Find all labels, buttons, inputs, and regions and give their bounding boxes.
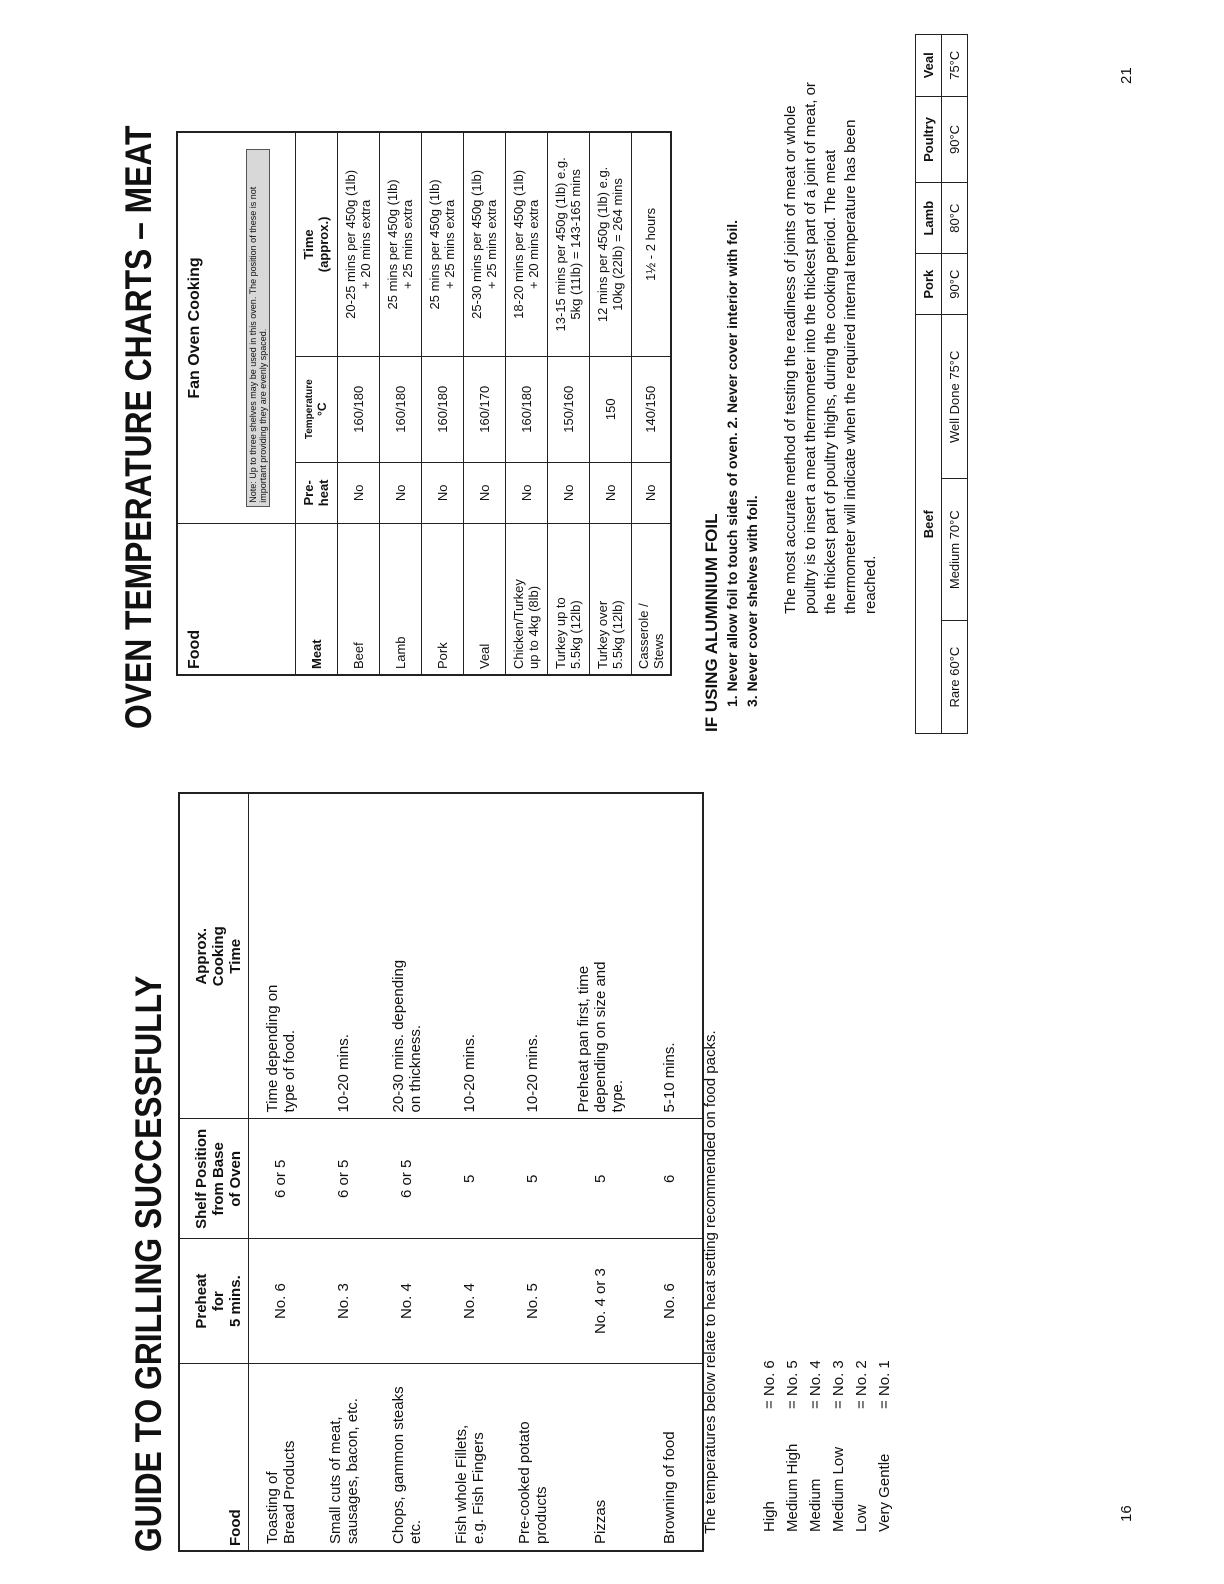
temp-header-beef: Beef bbox=[916, 315, 942, 734]
foil-line: 1. Never allow foil to touch sides of oven. 2. Never cover interior with foil. bbox=[724, 220, 740, 707]
meat-row bbox=[421, 132, 463, 675]
foil-heading: IF USING ALUMINIUM FOIL bbox=[702, 513, 721, 732]
meat-preheat-cell: No bbox=[337, 462, 379, 523]
grill-row bbox=[438, 793, 501, 1551]
grill-header-food: Food bbox=[179, 1363, 249, 1551]
foil-line: 3. Never cover shelves with foil. bbox=[744, 495, 760, 707]
meat-time-cell: 25-30 mins per 450g (1lb) + 25 mins extra bbox=[463, 132, 505, 356]
paragraph-line: reached. bbox=[862, 555, 879, 614]
grill-time-cell: 10-20 mins. bbox=[438, 793, 501, 1119]
fan-oven-title: Fan Oven Cooking bbox=[186, 257, 203, 399]
meat-col-meat: Meat bbox=[295, 524, 337, 676]
meat-temp-cell: 150 bbox=[589, 356, 631, 462]
meat-cell: Veal bbox=[463, 524, 505, 676]
grill-row bbox=[636, 793, 703, 1551]
meat-cell: Turkey up to 5.5kg (12lb) bbox=[547, 524, 589, 676]
meat-time-cell: 20-25 mins per 450g (1lb) + 20 mins extra bbox=[337, 132, 379, 356]
meat-row bbox=[337, 132, 379, 675]
grill-food-cell: Toasting of Bread Products bbox=[249, 1363, 313, 1551]
temp-value: 80°C bbox=[942, 183, 968, 254]
internal-temperature-table bbox=[915, 34, 968, 734]
temp-header-poultry: Poultry bbox=[916, 96, 942, 183]
thermometer-paragraph bbox=[781, 82, 881, 614]
grill-preheat-cell: No. 6 bbox=[249, 1239, 313, 1364]
meat-time-cell: 12 mins per 450g (1lb) e.g. 10kg (22lb) = 264 mins bbox=[589, 132, 631, 356]
grill-shelf-cell: 6 or 5 bbox=[312, 1119, 375, 1239]
paragraph-line: poultry is to insert a meat thermometer into the thickest part of a joint of meat, or bbox=[802, 82, 819, 614]
temp-value: 90°C bbox=[942, 96, 968, 183]
grill-food-cell: Small cuts of meat, sausages, bacon, etc. bbox=[312, 1363, 375, 1551]
heat-setting-row: Medium= No. 4 bbox=[807, 1360, 824, 1532]
meat-col-time: Time (approx.) bbox=[295, 132, 337, 356]
grill-header-time: Approx. Cooking Time bbox=[179, 793, 249, 1119]
temp-value: Medium 70°C bbox=[942, 479, 968, 621]
grill-row bbox=[312, 793, 375, 1551]
meat-temp-cell: 160/180 bbox=[505, 356, 547, 462]
heat-setting-row: Medium Low= No. 3 bbox=[830, 1360, 847, 1532]
temp-value: Well Done 75°C bbox=[942, 315, 968, 479]
grill-food-cell: Pre-cooked potato products bbox=[501, 1363, 564, 1551]
meat-cell: Chicken/Turkey up to 4kg (8lb) bbox=[505, 524, 547, 676]
meat-temp-cell: 160/180 bbox=[337, 356, 379, 462]
meat-preheat-cell: No bbox=[631, 462, 671, 523]
grilling-title: GUIDE TO GRILLING SUCCESSFULLY bbox=[128, 975, 169, 1552]
meat-time-cell: 18-20 mins per 450g (1lb) + 20 mins extra bbox=[505, 132, 547, 356]
meat-time-cell: 1½ - 2 hours bbox=[631, 132, 671, 356]
oven-chart-title: OVEN TEMPERATURE CHARTS – MEAT bbox=[118, 125, 159, 729]
grill-header-shelf: Shelf Position from Base of Oven bbox=[179, 1119, 249, 1239]
temp-header-lamb: Lamb bbox=[916, 183, 942, 254]
meat-row bbox=[631, 132, 671, 675]
meat-col-preheat: Pre- heat bbox=[295, 462, 337, 523]
grill-row bbox=[501, 793, 564, 1551]
grill-food-cell: Fish whole Fillets, e.g. Fish Fingers bbox=[438, 1363, 501, 1551]
grill-shelf-cell: 5 bbox=[438, 1119, 501, 1239]
meat-preheat-cell: No bbox=[547, 462, 589, 523]
meat-time-cell: 25 mins per 450g (1lb) + 25 mins extra bbox=[421, 132, 463, 356]
meat-temp-cell: 160/180 bbox=[421, 356, 463, 462]
grill-time-cell: 10-20 mins. bbox=[501, 793, 564, 1119]
meat-cell: Beef bbox=[337, 524, 379, 676]
meat-time-cell: 25 mins per 450g (1lb) + 25 mins extra bbox=[379, 132, 421, 356]
page-number-right: 21 bbox=[1118, 67, 1135, 84]
foil-instructions bbox=[722, 220, 762, 707]
meat-cell: Pork bbox=[421, 524, 463, 676]
grill-shelf-cell: 6 or 5 bbox=[375, 1119, 438, 1239]
meat-row bbox=[379, 132, 421, 675]
paragraph-line: thermometer will indicate when the required internal temperature has been bbox=[842, 119, 859, 614]
grill-shelf-cell: 5 bbox=[564, 1119, 636, 1239]
meat-row bbox=[589, 132, 631, 675]
grill-time-cell: 10-20 mins. bbox=[312, 793, 375, 1119]
meat-preheat-cell: No bbox=[421, 462, 463, 523]
grill-preheat-cell: No. 6 bbox=[636, 1239, 703, 1364]
grill-row bbox=[375, 793, 438, 1551]
grill-food-cell: Browning of food bbox=[636, 1363, 703, 1551]
page-number-left: 16 bbox=[1118, 1505, 1135, 1522]
meat-row bbox=[463, 132, 505, 675]
grill-preheat-cell: No. 5 bbox=[501, 1239, 564, 1364]
grill-preheat-cell: No. 4 bbox=[375, 1239, 438, 1364]
grilling-table bbox=[178, 792, 704, 1552]
grill-row bbox=[564, 793, 636, 1551]
meat-preheat-cell: No bbox=[379, 462, 421, 523]
shelves-note: Note: Up to three shelves may be used in this oven. The position of these is not important providing they are evenly spaced. bbox=[246, 149, 270, 507]
grill-time-cell: 20-30 mins. depending on thickness. bbox=[375, 793, 438, 1119]
heat-settings-list bbox=[758, 1360, 896, 1532]
temp-header-veal: Veal bbox=[916, 35, 942, 97]
grill-preheat-cell: No. 4 or 3 bbox=[564, 1239, 636, 1364]
grill-row bbox=[249, 793, 313, 1551]
meat-row bbox=[547, 132, 589, 675]
heat-setting-row: Low= No. 2 bbox=[853, 1360, 870, 1532]
meat-preheat-cell: No bbox=[505, 462, 547, 523]
grill-preheat-cell: No. 3 bbox=[312, 1239, 375, 1364]
paragraph-line: The most accurate method of testing the readiness of joints of meat or whole bbox=[782, 105, 799, 614]
grill-time-cell: Time depending on type of food. bbox=[249, 793, 313, 1119]
meat-cell: Lamb bbox=[379, 524, 421, 676]
meat-preheat-cell: No bbox=[463, 462, 505, 523]
meat-row bbox=[505, 132, 547, 675]
meat-temp-cell: 140/150 bbox=[631, 356, 671, 462]
grill-time-cell: 5-10 mins. bbox=[636, 793, 703, 1119]
grill-food-cell: Chops, gammon steaks etc. bbox=[375, 1363, 438, 1551]
fan-oven-header bbox=[177, 132, 295, 524]
temperature-note: The temperatures below relate to heat setting recommended on food packs. bbox=[702, 1030, 719, 1534]
meat-preheat-cell: No bbox=[589, 462, 631, 523]
grill-shelf-cell: 6 bbox=[636, 1119, 703, 1239]
grill-shelf-cell: 5 bbox=[501, 1119, 564, 1239]
meat-table bbox=[176, 131, 672, 676]
grill-food-cell: Pizzas bbox=[564, 1363, 636, 1551]
grill-header-preheat: Preheat for 5 mins. bbox=[179, 1239, 249, 1364]
temp-value: 90°C bbox=[942, 253, 968, 314]
temp-value: 75°C bbox=[942, 35, 968, 97]
meat-temp-cell: 150/160 bbox=[547, 356, 589, 462]
paragraph-line: the thickest part of poultry thighs, during the cooking period. The meat bbox=[822, 149, 839, 614]
meat-col-temperature: Temperature °C bbox=[295, 356, 337, 462]
temp-value: Rare 60°C bbox=[942, 621, 968, 734]
meat-temp-cell: 160/170 bbox=[463, 356, 505, 462]
meat-cell: Casserole / Stews bbox=[631, 524, 671, 676]
grill-time-cell: Preheat pan first, time depending on size and type. bbox=[564, 793, 636, 1119]
heat-setting-row: High= No. 6 bbox=[761, 1360, 778, 1532]
grill-preheat-cell: No. 4 bbox=[438, 1239, 501, 1364]
heat-setting-row: Medium High= No. 5 bbox=[784, 1360, 801, 1532]
temp-header-pork: Pork bbox=[916, 253, 942, 314]
meat-temp-cell: 160/180 bbox=[379, 356, 421, 462]
meat-header-food: Food bbox=[177, 524, 295, 676]
meat-cell: Turkey over 5.5kg (12lb) bbox=[589, 524, 631, 676]
heat-setting-row: Very Gentle= No. 1 bbox=[876, 1360, 893, 1532]
grill-shelf-cell: 6 or 5 bbox=[249, 1119, 313, 1239]
meat-time-cell: 13-15 mins per 450g (1lb) e.g. 5kg (11lb) = 143-165 mins bbox=[547, 132, 589, 356]
